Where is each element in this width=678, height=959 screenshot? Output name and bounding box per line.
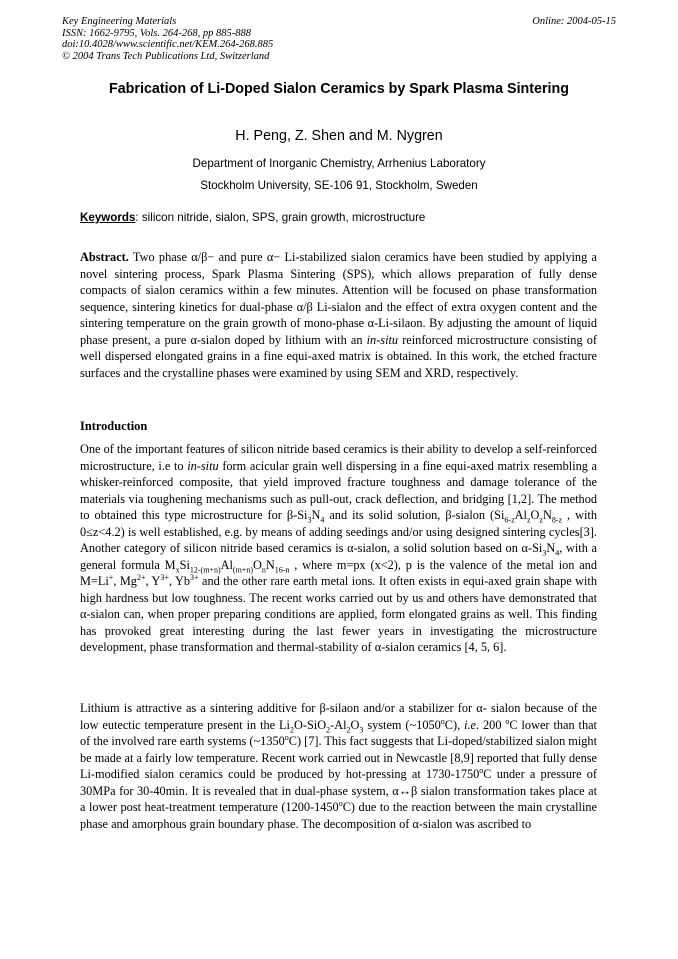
p1-text: , Yb bbox=[168, 574, 191, 588]
abstract bbox=[80, 249, 597, 381]
superscript: o bbox=[479, 765, 484, 775]
p2-text: O-SiO bbox=[293, 717, 327, 732]
subscript: 16-n bbox=[274, 564, 290, 574]
p1-text: O bbox=[252, 557, 262, 572]
subscript: 6-z bbox=[504, 515, 515, 525]
affiliation-line-1: Department of Inorganic Chemistry, Arrhenius Laboratory bbox=[192, 157, 486, 170]
subscript: 2 bbox=[326, 724, 331, 734]
subscript: 2 bbox=[289, 724, 294, 734]
subscript: 3 bbox=[542, 548, 547, 558]
p1-text: N bbox=[542, 508, 552, 522]
abstract-text-2: reinforced microstructure consisting of well dispersed elongated grains in a fine equi-axed matrix is obtained. In this work, the etched fracture surfaces and the crystalline phases were examined by using SEM and XRD, respectively. bbox=[80, 332, 597, 380]
p2-text: C), bbox=[444, 717, 465, 732]
journal-header bbox=[62, 16, 616, 62]
p2-text: C) due to the reaction between the main crystalline phase and amorphous grain boundary phase. The decomposition of α-sialon was ascribed to bbox=[80, 800, 597, 831]
superscript: + bbox=[108, 572, 114, 582]
journal-info bbox=[62, 16, 273, 62]
p1-text: N bbox=[311, 508, 321, 522]
section-heading-introduction: Introduction bbox=[80, 419, 148, 433]
keywords-text: : silicon nitride, sialon, SPS, grain growth, microstructure bbox=[135, 211, 426, 224]
affiliation-line-2: Stockholm University, SE-106 91, Stockholm, Sweden bbox=[200, 179, 478, 192]
abstract-label: Abstract. bbox=[80, 250, 129, 264]
p1-text: form acicular grain well dispersing in a fine equi-axed matrix resembling a whisker-reinforced composite, that yield improved fracture toughness and damage tolerance of the materials via toughening mechanisms such as pull-out, crack deflection, and bridging [1,2]. The method to obtained this type microstructure for β-Si bbox=[80, 458, 598, 522]
superscript: o bbox=[505, 716, 510, 726]
superscript: 3+ bbox=[190, 572, 199, 582]
abstract-text-1: Two phase α/β− and pure α− Li-stabilized sialon ceramics have been studied by applying a novel sintering process, Spark Plasma Sintering (SPS), which allows preparation of fully dense compacts of sialon ceramics within a few minutes. Attention will be focused on phase transformation sequence, sintering kinetics for dual-phase α/β Li-sialon and the effect of extra oxygen content and the sintering temperature on the grain growth of mono-phase α-Li-silaon. By adjusting the amount of liquid phase present, a pure α-sialon doped by lithium with an bbox=[80, 250, 597, 347]
p2-text: C) [7]. This fact suggests that Li-doped/stabilized sialon might be made at a fairly low temperature. Recent work carried out in Newcastle [8,9] reported that fully dense Li-modified sialon ceramics could be produced by hot-pressing at 1730-1750 bbox=[80, 734, 597, 781]
paper-authors: H. Peng, Z. Shen and M. Nygren bbox=[235, 128, 443, 144]
online-date: Online: 2004-05-15 bbox=[532, 16, 616, 27]
journal-name: Key Engineering Materials bbox=[62, 16, 177, 27]
subscript: 2 bbox=[346, 724, 351, 734]
p1-text: , with 0≤z<4.2) is well established, e.g. by means of adding seedings and/or using designed sintering cycles[3]. Another category of silicon nitride based ceramics is α-sialon, a solid solution based on α-Si bbox=[80, 508, 597, 555]
subscript: z bbox=[526, 515, 531, 525]
subscript: 3 bbox=[359, 724, 364, 734]
superscript: 2+ bbox=[136, 572, 146, 582]
p2-text: C lower than that of the involved rare earth systems (~1350 bbox=[80, 717, 597, 748]
p1-text: , Y bbox=[145, 574, 161, 588]
p1-text: , where m=px (x<2), p is the valence of the metal ion and M=Li bbox=[80, 557, 597, 588]
subscript: 4 bbox=[555, 548, 560, 558]
p1-text: O bbox=[530, 508, 540, 522]
p2-text: Lithium is attractive as a sintering additive for β-silaon and/or a stabilizer for α- sialon because of the low eutectic temperature present in the Li bbox=[80, 701, 597, 732]
journal-doi: doi:10.4028/www.scientific.net/KEM.264-268.885 bbox=[62, 39, 274, 50]
p1-text: One of the important features of silicon nitride based ceramics is their ability to develop a self-reinforced microstructure, i.e to bbox=[80, 442, 597, 473]
p1-insitu: in-situ bbox=[187, 458, 219, 473]
p2-text: system (~1050 bbox=[363, 717, 441, 732]
subscript: 3 bbox=[307, 515, 312, 525]
journal-issn: ISSN: 1662-9795, Vols. 264-268, pp 885-888 bbox=[62, 27, 251, 39]
p2-text: O bbox=[350, 717, 360, 732]
p1-text: N bbox=[546, 541, 556, 555]
subscript: 4 bbox=[320, 515, 325, 525]
subscript: n bbox=[261, 564, 266, 574]
superscript: 3+ bbox=[160, 572, 169, 582]
paper-affiliation bbox=[62, 153, 616, 197]
journal-copyright: © 2004 Trans Tech Publications Ltd, Switzerland bbox=[62, 50, 270, 62]
subscript: 12-(m+n) bbox=[189, 564, 221, 574]
abstract-insitu: in-situ bbox=[366, 332, 399, 347]
keywords-label: Keywords bbox=[80, 211, 136, 224]
p1-text: N bbox=[265, 557, 275, 572]
p2-text: . 200 bbox=[476, 717, 506, 732]
intro-paragraph-1 bbox=[80, 441, 597, 656]
subscript: z bbox=[539, 515, 543, 525]
keywords bbox=[80, 210, 598, 226]
p1-text: and the other rare earth metal ions. It often exists in equi-axed grain shape with high hardness but low toughness. The recent works carried out by us and others have demonstrated that α-sialon can, when proper preparing conditions are applied, form elongated grains as well. This finding has provoked great interesting during the last fewer years in investigating the microstructure development, phase transformation and thermal-stability of α-sialon ceramics [4, 5, 6]. bbox=[80, 574, 598, 654]
p1-text: Al bbox=[514, 508, 527, 522]
paper-title: Fabrication of Li-Doped Sialon Ceramics by Spark Plasma Sintering bbox=[109, 81, 569, 97]
p2-ie: i.e bbox=[464, 717, 477, 732]
p1-text: , Mg bbox=[113, 574, 137, 588]
intro-paragraph-2 bbox=[80, 700, 597, 832]
p1-text: , with a general formula M bbox=[80, 541, 597, 572]
subscript: x bbox=[175, 564, 180, 574]
subscript: (m+n) bbox=[232, 564, 253, 574]
superscript: o bbox=[440, 716, 445, 726]
p1-text: and its solid solution, β-sialon (Si bbox=[324, 508, 505, 522]
superscript: o bbox=[284, 732, 289, 742]
p1-text: Al bbox=[220, 557, 233, 572]
superscript: o bbox=[338, 798, 343, 808]
p1-text: Si bbox=[179, 557, 190, 572]
p2-text: C under a pressure of 30MPa for 30-40min. It is revealed that in dual-phase system, α↔β sialon transformation takes place at a lower post heat-treatment temperature (1200-1450 bbox=[80, 767, 597, 814]
p2-text: -Al bbox=[330, 717, 347, 732]
subscript: 8-z bbox=[551, 515, 563, 525]
